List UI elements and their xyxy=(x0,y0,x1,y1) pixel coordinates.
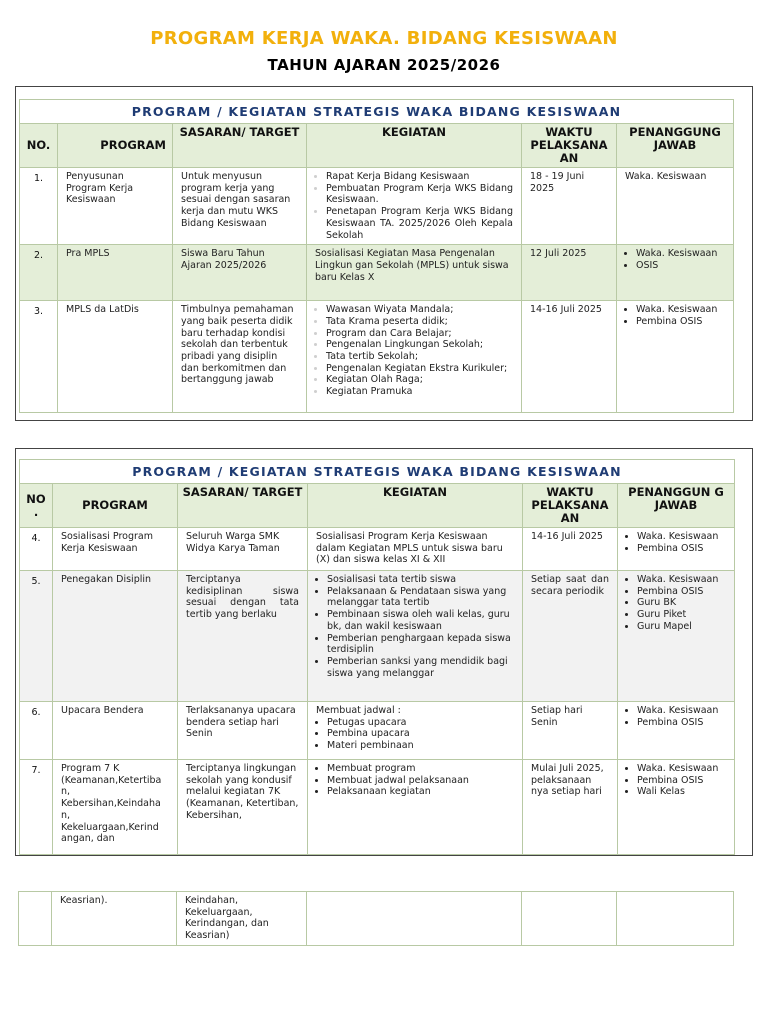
row-target: Seluruh Warga SMK Widya Karya Taman xyxy=(178,528,308,571)
activity-item: • Pengenalan Kegiatan Ekstra Kurikuler; xyxy=(326,363,513,375)
row-activity xyxy=(308,760,523,855)
pic-item: • Pembina OSIS xyxy=(636,316,725,328)
row-time: Setiap hari Senin xyxy=(523,702,618,760)
pic-item: • Pembina OSIS xyxy=(637,775,726,787)
row-pic xyxy=(617,892,734,946)
header-program: PROGRAM xyxy=(58,124,173,168)
row-no: 4. xyxy=(20,528,53,571)
activity-item: • Kegiatan Olah Raga; xyxy=(326,374,513,386)
row-time: 14-16 Juli 2025 xyxy=(522,301,617,413)
activity-item: • Materi pembinaan xyxy=(327,740,514,752)
header-pic: PENANGGUN G JAWAB xyxy=(618,484,735,528)
row-time: 14-16 Juli 2025 xyxy=(523,528,618,571)
pic-item: • Pembina OSIS xyxy=(637,586,726,598)
header-activity: KEGIATAN xyxy=(307,124,522,168)
row-program: Penyusunan Program Kerja Kesiswaan xyxy=(58,168,173,245)
pic-item: • Waka. Kesiswaan xyxy=(637,531,726,543)
row-activity xyxy=(307,301,522,413)
row-program: Pra MPLS xyxy=(58,245,173,301)
row-target: Keindahan, Kekeluargaan, Kerindangan, dan Keasrian) xyxy=(177,892,307,946)
row-target: Timbulnya pemahaman yang baik peserta didik baru terhadap kondisi sekolah dan terbentuk pribadi yang disiplin dan berkomitmen dan bertanggung jawab xyxy=(173,301,307,413)
row-no: 1. xyxy=(20,168,58,245)
table-row xyxy=(20,528,735,571)
row-pic: Waka. Kesiswaan xyxy=(617,168,734,245)
program-table-2 xyxy=(19,459,735,855)
pic-item: • Waka. Kesiswaan xyxy=(636,304,725,316)
pic-item: • Guru Mapel xyxy=(637,621,726,633)
row-program: Upacara Bendera xyxy=(53,702,178,760)
document-title: PROGRAM KERJA WAKA. BIDANG KESISWAAN xyxy=(150,28,618,49)
row-target: Terciptanya kedisiplinan siswa sesuai dengan tata tertib yang berlaku xyxy=(178,571,308,702)
activity-item: • Kegiatan Pramuka xyxy=(326,386,513,398)
pic-item: • Guru Piket xyxy=(637,609,726,621)
row-activity xyxy=(307,892,522,946)
header-no: NO. xyxy=(20,124,58,168)
table-row xyxy=(20,702,735,760)
continuation-table xyxy=(18,891,734,946)
row-program: Program 7 K (Keamanan,Ketertiba n, Kebersihan,Keindaha n, Kekeluargaan,Kerind angan, dan xyxy=(53,760,178,855)
row-target: Siswa Baru Tahun Ajaran 2025/2026 xyxy=(173,245,307,301)
activity-item: • Pembinaan siswa oleh wali kelas, guru bk, dan wakil kesiswaan xyxy=(327,609,514,632)
pic-item: • Waka. Kesiswaan xyxy=(637,574,726,586)
table-row xyxy=(20,245,734,301)
header-time: WAKTU PELAKSANA AN xyxy=(522,124,617,168)
table-row xyxy=(20,168,734,245)
row-time xyxy=(522,892,617,946)
row-target: Terlaksananya upacara bendera setiap hari Senin xyxy=(178,702,308,760)
activity-item: • Pemberian sanksi yang mendidik bagi xyxy=(327,656,514,668)
row-pic xyxy=(617,301,734,413)
header-activity: KEGIATAN xyxy=(308,484,523,528)
pic-item: • OSIS xyxy=(636,260,725,272)
header-pic: PENANGGUNG JAWAB xyxy=(617,124,734,168)
row-program: Penegakan Disiplin xyxy=(53,571,178,702)
activity-item: • Tata tertib Sekolah; xyxy=(326,351,513,363)
pic-item: • Pembina OSIS xyxy=(637,543,726,555)
header-program: PROGRAM xyxy=(53,484,178,528)
row-target: Untuk menyusun program kerja yang sesuai dengan sasaran kerja dan mutu WKS Bidang Kesiswaan xyxy=(173,168,307,245)
header-target: SASARAN/ TARGET xyxy=(173,124,307,168)
activity-item: • Pembuatan Program Kerja WKS Bidang Kesiswaan. xyxy=(326,183,513,206)
table-row xyxy=(20,571,735,702)
activity-item: • Pengenalan Lingkungan Sekolah; xyxy=(326,339,513,351)
activity-intro: Membuat jadwal : xyxy=(316,705,401,716)
header-time: WAKTU PELAKSANA AN xyxy=(523,484,618,528)
row-no xyxy=(19,892,52,946)
activity-item: • Pembina upacara xyxy=(327,728,514,740)
row-activity xyxy=(308,702,523,760)
row-pic xyxy=(617,245,734,301)
activity-item: • Pelaksanaan & Pendataan siswa yang melanggar tata tertib xyxy=(327,586,514,609)
table-banner: PROGRAM / KEGIATAN STRATEGIS WAKA BIDANG KESISWAAN xyxy=(20,460,735,484)
pic-item: • Wali Kelas xyxy=(637,786,726,798)
activity-item: • Membuat program xyxy=(327,763,514,775)
program-table-panel-1 xyxy=(15,86,753,421)
row-pic xyxy=(618,760,735,855)
activity-item: • Rapat Kerja Bidang Kesiswaan xyxy=(326,171,513,183)
row-activity xyxy=(307,168,522,245)
activity-item: • Pelaksanaan kegiatan xyxy=(327,786,514,798)
row-pic xyxy=(618,528,735,571)
pic-item: • Pembina OSIS xyxy=(637,717,726,729)
row-no: 3. xyxy=(20,301,58,413)
header-no: NO . xyxy=(20,484,53,528)
activity-item: • Petugas upacara xyxy=(327,717,514,729)
activity-tail: siswa yang melanggar xyxy=(327,667,435,679)
activity-item: • Membuat jadwal pelaksanaan xyxy=(327,775,514,787)
row-time: 12 Juli 2025 xyxy=(522,245,617,301)
activity-item: • Pemberian penghargaan kepada siswa terdisiplin xyxy=(327,633,514,656)
row-program: Sosialisasi Program Kerja Kesiswaan xyxy=(53,528,178,571)
row-time: Mulai Juli 2025, pelaksanaan nya setiap hari xyxy=(523,760,618,855)
program-table-1 xyxy=(19,99,734,413)
row-program: Keasrian). xyxy=(52,892,177,946)
activity-item: • Sosialisasi tata tertib siswa xyxy=(327,574,514,586)
pic-item: • Waka. Kesiswaan xyxy=(637,763,726,775)
pic-item: • Guru BK xyxy=(637,597,726,609)
table-row xyxy=(19,892,734,946)
table-row xyxy=(20,760,735,855)
pic-item: • Waka. Kesiswaan xyxy=(637,705,726,717)
row-activity: Sosialisasi Program Kerja Kesiswaan dalam Kegiatan MPLS untuk siswa baru (X) dan siswa kelas XI & XII xyxy=(308,528,523,571)
row-time: 18 - 19 Juni 2025 xyxy=(522,168,617,245)
header-target: SASARAN/ TARGET xyxy=(178,484,308,528)
activity-item: • Penetapan Program Kerja WKS Bidang Kesiswaan TA. 2025/2026 Oleh Kepala Sekolah xyxy=(326,206,513,241)
row-time: Setiap saat dan secara periodik xyxy=(523,571,618,702)
row-no: 6. xyxy=(20,702,53,760)
row-no: 7. xyxy=(20,760,53,855)
table-banner: PROGRAM / KEGIATAN STRATEGIS WAKA BIDANG KESISWAAN xyxy=(20,100,734,124)
program-table-panel-2 xyxy=(15,448,753,856)
pic-item: • Waka. Kesiswaan xyxy=(636,248,725,260)
row-program: MPLS da LatDis xyxy=(58,301,173,413)
activity-item: • Program dan Cara Belajar; xyxy=(326,328,513,340)
row-pic xyxy=(618,571,735,702)
activity-item: • Wawasan Wiyata Mandala; xyxy=(326,304,513,316)
row-no: 2. xyxy=(20,245,58,301)
table-row xyxy=(20,301,734,413)
document-subtitle: TAHUN AJARAN 2025/2026 xyxy=(267,56,501,74)
activity-item: • Tata Krama peserta didik; xyxy=(326,316,513,328)
row-activity xyxy=(308,571,523,702)
row-no: 5. xyxy=(20,571,53,702)
row-activity: Sosialisasi Kegiatan Masa Pengenalan Lingkun gan Sekolah (MPLS) untuk siswa baru Kelas X xyxy=(307,245,522,301)
row-pic xyxy=(618,702,735,760)
row-target: Terciptanya lingkungan sekolah yang kondusif melalui kegiatan 7K (Keamanan, Ketertiban, Kebersihan, xyxy=(178,760,308,855)
